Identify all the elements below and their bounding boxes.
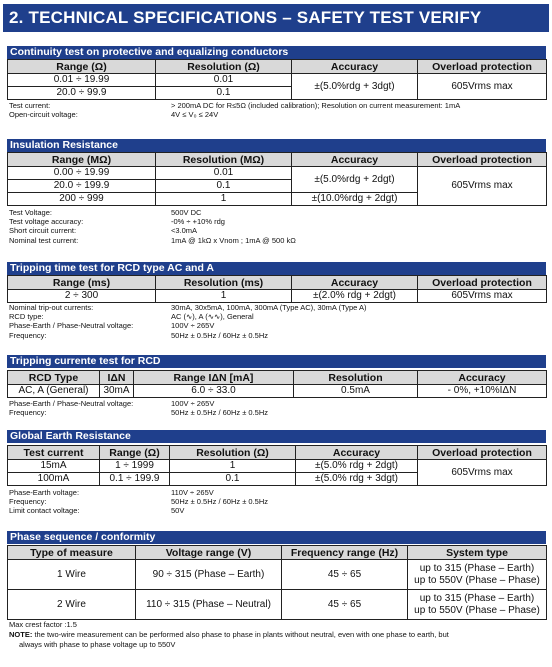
accuracy-cell: ±(2.0% rdg + 2dgt) (292, 290, 418, 303)
system-type-line: up to 315 (Phase – Earth) (419, 592, 535, 604)
test-current-cell: 100mA (8, 473, 100, 486)
note-text: the two-wire measurement can be performed also phase to phase in plants without neutral, even with one phase to earth, but (34, 630, 449, 639)
column-header: Accuracy (418, 371, 547, 385)
resolution-cell: 1 (156, 193, 292, 206)
resolution-cell: 0.01 (156, 167, 292, 180)
column-header: Range (Ω) (100, 446, 170, 460)
note-value: <3.0mA (171, 226, 198, 236)
column-header: Type of measure (8, 546, 136, 560)
voltage-cell: 110 ÷ 315 (Phase – Neutral) (136, 590, 282, 620)
note-label: Short circuit current: (9, 226, 77, 236)
note-label: Open-circuit voltage: (9, 110, 78, 120)
table-header-row (8, 276, 547, 290)
column-header: Voltage range (V) (136, 546, 282, 560)
column-header: System type (408, 546, 547, 560)
crest-factor-note: Max crest factor :1.5 (9, 620, 77, 629)
column-header: Overload protection (418, 446, 547, 460)
column-header: Resolution (MΩ) (156, 153, 292, 167)
table-header-row (8, 446, 547, 460)
note-label: Phase-Earth / Phase-Neutral voltage: (9, 321, 134, 331)
idn-cell: 30mA (100, 385, 134, 398)
note-value: 100V ÷ 265V (171, 399, 215, 408)
test-current-cell: 15mA (8, 460, 100, 473)
note-value: 50Hz ± 0.5Hz / 60Hz ± 0.5Hz (171, 330, 269, 340)
tripping-time-notes (9, 303, 367, 340)
range-cell: 0.00 ÷ 19.99 (8, 167, 156, 180)
resolution-cell: 0.1 (170, 473, 296, 486)
system-type-line: up to 550V (Phase – Phase) (414, 604, 540, 616)
note-value: 1mA @ 1kΩ x Vnom ; 1mA @ 500 kΩ (171, 235, 296, 245)
system-type-line: up to 550V (Phase – Phase) (414, 574, 540, 586)
page-title: 2. TECHNICAL SPECIFICATIONS – SAFETY TEST VERIFY (3, 4, 549, 32)
note-value: > 200mA DC for R≤5Ω (included calibration); Resolution on current measurement: 1mA (171, 101, 461, 110)
column-header: Overload protection (418, 60, 547, 74)
column-header: Accuracy (292, 60, 418, 74)
note-label: NOTE: (9, 630, 33, 639)
range-cell: 0.01 ÷ 19.99 (8, 74, 156, 87)
phase-table (7, 545, 547, 620)
note-label: Phase-Earth / Phase-Neutral voltage: (9, 399, 134, 408)
resolution-cell: 0.01 (156, 74, 292, 87)
column-header: Overload protection (418, 153, 547, 167)
accuracy-cell: - 0%, +10%IΔN (418, 385, 547, 398)
note-label: Test current: (9, 101, 51, 110)
type-cell: 2 Wire (8, 590, 136, 620)
range-cell: 200 ÷ 999 (8, 193, 156, 206)
resolution-cell: 0.5mA (294, 385, 418, 398)
note-label: Phase-Earth voltage: (9, 488, 80, 497)
note-value: 110V ÷ 265V (171, 488, 214, 497)
continuity-table (7, 59, 547, 100)
column-header: Resolution (ms) (156, 276, 292, 290)
column-header: Range (MΩ) (8, 153, 156, 167)
footer-notes (9, 620, 549, 650)
column-header: Accuracy (296, 446, 418, 460)
overload-cell: 605Vrms max (418, 290, 547, 303)
table-header-row (8, 371, 547, 385)
column-header: Range (Ω) (8, 60, 156, 74)
insulation-section-heading: Insulation Resistance (7, 139, 546, 152)
note-label: Nominal trip-out currents: (9, 303, 94, 312)
note-label: Frequency: (9, 330, 47, 340)
insulation-notes (9, 208, 296, 245)
table-row (8, 560, 547, 590)
type-cell: 1 Wire (8, 560, 136, 590)
note-value: 30mA, 30x5mA, 100mA, 300mA (Type AC), 30mA (Type A) (171, 303, 367, 312)
note-value: 50V (171, 506, 185, 516)
range-cell: 1 ÷ 1999 (100, 460, 170, 473)
resolution-cell: 0.1 (156, 87, 292, 100)
column-header: Resolution (Ω) (156, 60, 292, 74)
earth-table (7, 445, 547, 486)
tripping-time-table (7, 275, 547, 303)
tripping-current-section-heading: Tripping currente test for RCD (7, 355, 546, 368)
rcd-type-cell: AC, A (General) (8, 385, 100, 398)
table-row (8, 74, 547, 87)
column-header: Accuracy (292, 276, 418, 290)
resolution-cell: 1 (156, 290, 292, 303)
system-type-cell (408, 560, 547, 590)
note-label: Nominal test current: (9, 235, 79, 245)
note-value: AC (∿), A (∿∿), General (171, 312, 254, 322)
note-label: Test voltage accuracy: (9, 217, 84, 227)
range-cell: 2 ÷ 300 (8, 290, 156, 303)
overload-cell: 605Vrms max (418, 167, 547, 206)
note-label: Frequency: (9, 408, 47, 418)
column-header: Frequency range (Hz) (282, 546, 408, 560)
overload-cell: 605Vrms max (418, 460, 547, 486)
accuracy-cell: ±(5.0%rdg + 2dgt) (292, 167, 418, 193)
column-header: Accuracy (292, 153, 418, 167)
resolution-cell: 1 (170, 460, 296, 473)
range-cell: 6.0 ÷ 33.0 (134, 385, 294, 398)
column-header: Range (ms) (8, 276, 156, 290)
table-row (8, 385, 547, 398)
frequency-cell: 45 ÷ 65 (282, 560, 408, 590)
accuracy-cell: ±(5.0% rdg + 2dgt) (296, 460, 418, 473)
column-header: Range IΔN [mA] (134, 371, 294, 385)
earth-section-heading: Global Earth Resistance (7, 430, 546, 443)
phase-section-heading: Phase sequence / conformity (7, 531, 546, 544)
note-value: 4V ≤ V₀ ≤ 24V (171, 110, 219, 120)
table-row (8, 167, 547, 180)
earth-notes (9, 488, 268, 516)
continuity-section-heading: Continuity test on protective and equalizing conductors (7, 46, 546, 59)
note-value: 100V ÷ 265V (171, 321, 215, 331)
note-value: 50Hz ± 0.5Hz / 60Hz ± 0.5Hz (171, 497, 269, 507)
system-type-cell (408, 590, 547, 620)
range-cell: 20.0 ÷ 99.9 (8, 87, 156, 100)
table-row (8, 290, 547, 303)
note-value: 50Hz ± 0.5Hz / 60Hz ± 0.5Hz (171, 408, 269, 418)
overload-cell: 605Vrms max (418, 74, 547, 100)
tripping-current-table (7, 370, 547, 398)
tripping-current-notes (9, 399, 268, 417)
tripping-time-section-heading: Tripping time test for RCD type AC and A (7, 262, 546, 275)
note-label: Test Voltage: (9, 208, 52, 217)
note-value: 500V DC (171, 208, 202, 217)
column-header: Overload protection (418, 276, 547, 290)
note-value: -0% ÷ +10% rdg (171, 217, 225, 227)
general-note-continued: always with phase to phase voltage up to 550V (19, 640, 176, 649)
table-header-row (8, 153, 547, 167)
column-header: Resolution (294, 371, 418, 385)
accuracy-cell: ±(10.0%rdg + 2dgt) (292, 193, 418, 206)
frequency-cell: 45 ÷ 65 (282, 590, 408, 620)
column-header: Test current (8, 446, 100, 460)
table-header-row (8, 546, 547, 560)
accuracy-cell: ±(5.0%rdg + 3dgt) (292, 74, 418, 100)
column-header: Resolution (Ω) (170, 446, 296, 460)
general-note (9, 630, 549, 640)
system-type-line: up to 315 (Phase – Earth) (419, 562, 535, 574)
resolution-cell: 0.1 (156, 180, 292, 193)
table-header-row (8, 60, 547, 74)
insulation-table (7, 152, 547, 206)
continuity-notes (9, 101, 460, 119)
accuracy-cell: ±(5.0% rdg + 3dgt) (296, 473, 418, 486)
voltage-cell: 90 ÷ 315 (Phase – Earth) (136, 560, 282, 590)
range-cell: 0.1 ÷ 199.9 (100, 473, 170, 486)
column-header: IΔN (100, 371, 134, 385)
note-label: Limit contact voltage: (9, 506, 80, 516)
column-header: RCD Type (8, 371, 100, 385)
range-cell: 20.0 ÷ 199.9 (8, 180, 156, 193)
note-label: Frequency: (9, 497, 47, 507)
note-label: RCD type: (9, 312, 44, 322)
table-row (8, 460, 547, 473)
table-row (8, 590, 547, 620)
